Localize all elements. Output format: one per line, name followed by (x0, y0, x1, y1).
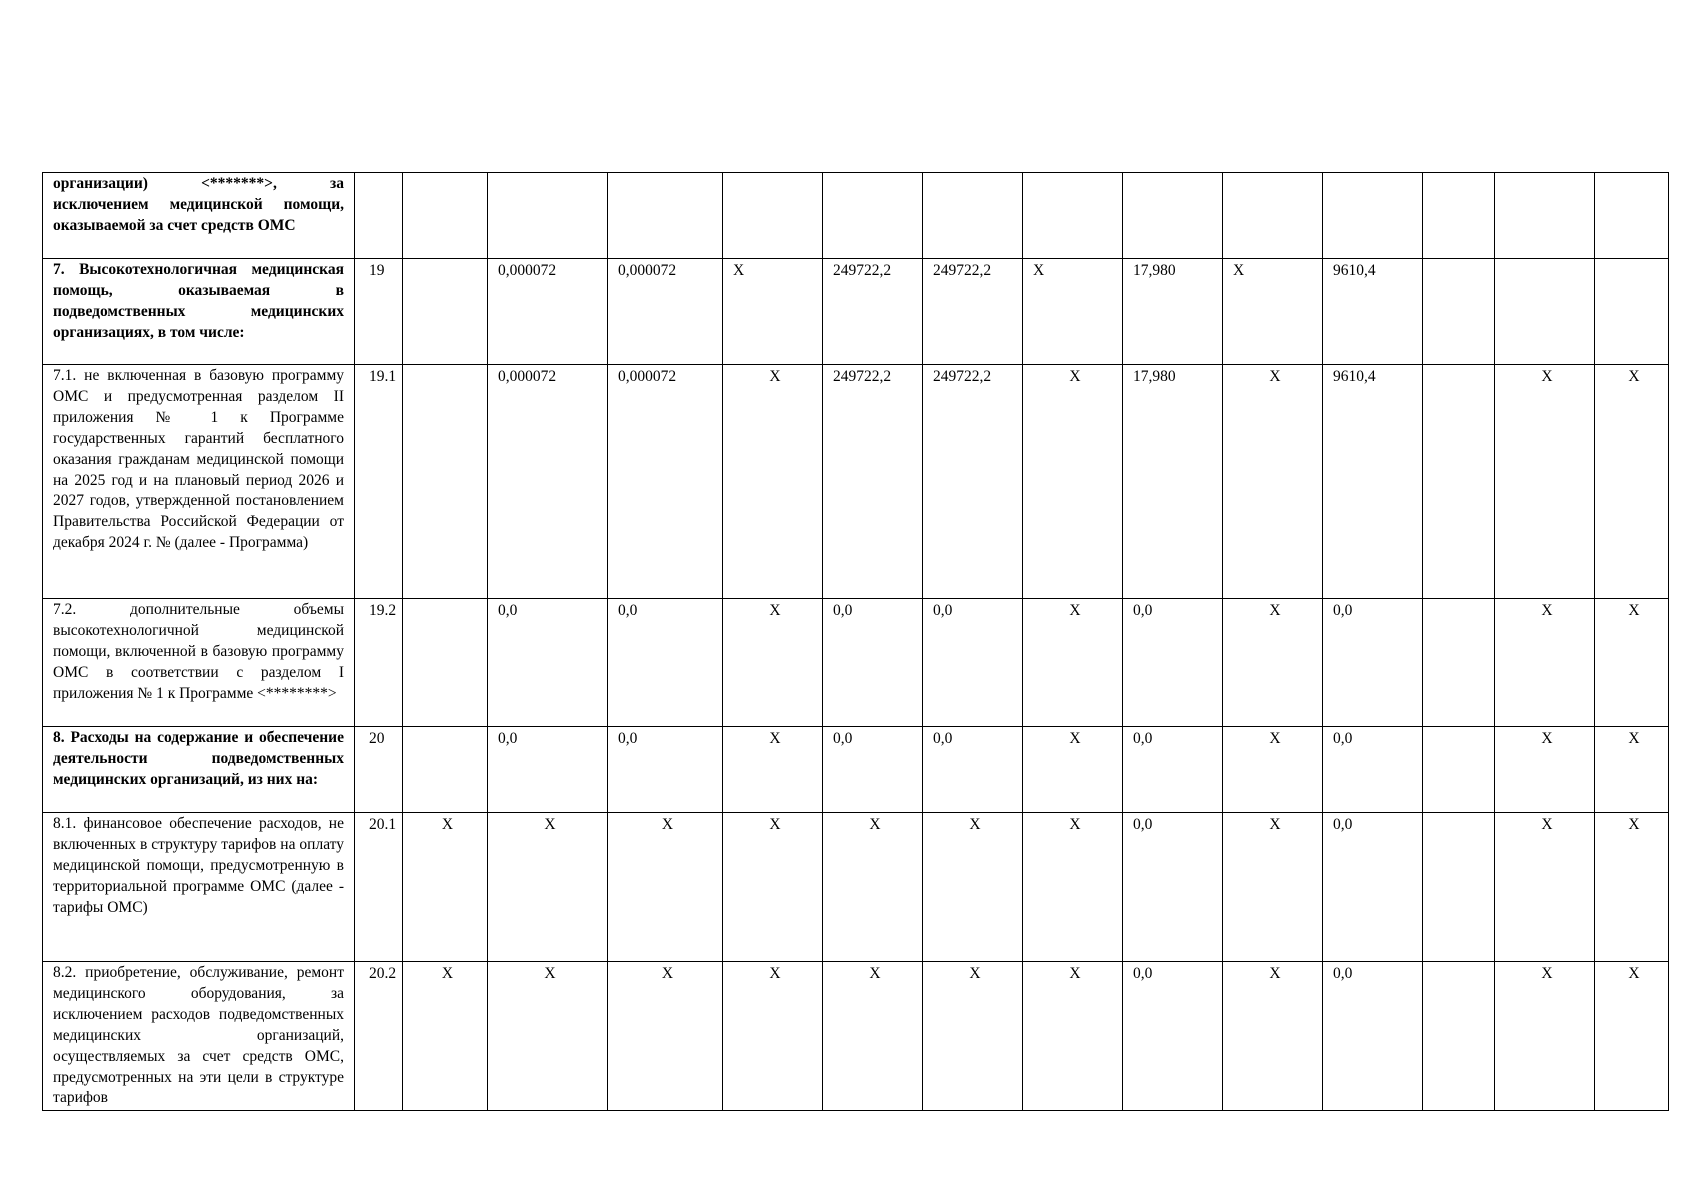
table-cell: 0,0 (923, 599, 1023, 727)
table-cell: X (608, 813, 723, 962)
row-number: 20 (355, 727, 403, 813)
table-cell: 0,000072 (608, 259, 723, 365)
table-cell: 0,0 (1123, 813, 1223, 962)
table-row (43, 727, 1669, 813)
table-cell: X (1023, 813, 1123, 962)
table-cell: X (823, 813, 923, 962)
table-cell (1423, 173, 1495, 259)
table-cell: 17,980 (1123, 365, 1223, 599)
table-cell (1023, 173, 1123, 259)
table-cell (923, 173, 1023, 259)
table-cell: 0,000072 (608, 365, 723, 599)
row-label: 8.2. приобретение, обслуживание, ремонт медицинского оборудования, за исключением расходов подведомственных медицинских организаций, осуществляемых за счет средств ОМС, предусмотренных на эти цели в структуре тарифов (43, 962, 355, 1111)
table-cell: X (608, 962, 723, 1111)
table-cell (1423, 962, 1495, 1111)
table-row (43, 599, 1669, 727)
data-table (42, 172, 1669, 1111)
table-row (43, 259, 1669, 365)
table-cell (823, 173, 923, 259)
table-row (43, 962, 1669, 1111)
table-cell: X (1223, 813, 1323, 962)
table-cell: X (1023, 962, 1123, 1111)
table-cell (608, 173, 723, 259)
table-cell: X (823, 962, 923, 1111)
table-cell: 249722,2 (923, 365, 1023, 599)
table-cell: X (723, 365, 823, 599)
table-cell (1595, 173, 1669, 259)
table-cell: X (723, 727, 823, 813)
table-cell: X (723, 813, 823, 962)
table-cell (1423, 727, 1495, 813)
table-cell: 0,0 (823, 727, 923, 813)
row-number: 19.2 (355, 599, 403, 727)
table-cell (1595, 259, 1669, 365)
table-cell: X (1023, 727, 1123, 813)
row-number: 19.1 (355, 365, 403, 599)
table-cell: X (1223, 259, 1323, 365)
table-cell: 0,0 (488, 727, 608, 813)
row-number: 20.1 (355, 813, 403, 962)
table-cell (1423, 259, 1495, 365)
table-cell (1223, 173, 1323, 259)
table-cell: X (723, 962, 823, 1111)
table-cell: 0,0 (1123, 727, 1223, 813)
table-cell: X (403, 962, 488, 1111)
table-cell (488, 173, 608, 259)
table-cell: X (1223, 962, 1323, 1111)
table-cell: 0,0 (488, 599, 608, 727)
table-cell: X (1595, 962, 1669, 1111)
table-cell: X (1023, 259, 1123, 365)
row-label: 7. Высокотехнологичная медицинская помощь, оказываемая в подведомственных медицинских организациях, в том числе: (43, 259, 355, 365)
table-cell: X (1223, 727, 1323, 813)
row-number (355, 173, 403, 259)
row-label: 8. Расходы на содержание и обеспечение деятельности подведомственных медицинских организаций, из них на: (43, 727, 355, 813)
table-cell (1495, 259, 1595, 365)
table-cell: X (1495, 727, 1595, 813)
table-cell: 9610,4 (1323, 259, 1423, 365)
table-cell: X (1595, 727, 1669, 813)
table-cell: X (488, 813, 608, 962)
table-cell: X (1495, 599, 1595, 727)
table-cell (403, 173, 488, 259)
table-cell (1323, 173, 1423, 259)
row-number: 19 (355, 259, 403, 365)
table-cell: 249722,2 (823, 259, 923, 365)
table-cell: X (1023, 365, 1123, 599)
table-cell (1495, 173, 1595, 259)
table-cell: X (1223, 365, 1323, 599)
table-cell: 0,0 (1123, 962, 1223, 1111)
row-label: 7.2. дополнительные объемы высокотехнологичной медицинской помощи, включенной в базовую программу ОМС в соответствии с разделом I приложения № 1 к Программе <********> (43, 599, 355, 727)
table-cell (1423, 599, 1495, 727)
table-cell: 0,0 (1123, 599, 1223, 727)
table-cell (1423, 365, 1495, 599)
table-cell (1123, 173, 1223, 259)
table-cell (403, 727, 488, 813)
table-cell (403, 259, 488, 365)
table-cell: X (723, 259, 823, 365)
table-cell: 17,980 (1123, 259, 1223, 365)
table-cell (403, 365, 488, 599)
row-label: 7.1. не включенная в базовую программу ОМС и предусмотренная разделом II приложения № 1 к Программе государственных гарантий бесплатного оказания гражданам медицинской помощи на 2025 год и на плановый период 2026 и 2027 годов, утвержденной постановлением Правительства Российской Федерации от декабря 2024 г. № (далее - Программа) (43, 365, 355, 599)
table-cell: 0,0 (1323, 813, 1423, 962)
table-row (43, 813, 1669, 962)
table-cell (1423, 813, 1495, 962)
table-cell: 0,0 (1323, 962, 1423, 1111)
table-cell: 0,0 (823, 599, 923, 727)
table-cell: 249722,2 (823, 365, 923, 599)
table-cell: X (1023, 599, 1123, 727)
table-cell: X (1223, 599, 1323, 727)
table-cell: X (1595, 813, 1669, 962)
table-cell: X (1495, 813, 1595, 962)
table-cell (403, 599, 488, 727)
table-cell: 0,0 (923, 727, 1023, 813)
table-cell: X (923, 962, 1023, 1111)
table-cell: X (1495, 365, 1595, 599)
table-cell: X (488, 962, 608, 1111)
table-cell: 0,0 (1323, 727, 1423, 813)
table-body (43, 173, 1669, 1111)
table-cell: X (1495, 962, 1595, 1111)
table-cell: 9610,4 (1323, 365, 1423, 599)
table-cell: X (923, 813, 1023, 962)
row-label: 8.1. финансовое обеспечение расходов, не включенных в структуру тарифов на оплату медицинской помощи, предусмотренную в территориальной программе ОМС (далее - тарифы ОМС) (43, 813, 355, 962)
table-cell (723, 173, 823, 259)
table-cell: X (723, 599, 823, 727)
table-cell: 0,0 (608, 599, 723, 727)
table-row (43, 173, 1669, 259)
table-cell: X (1595, 599, 1669, 727)
table-row (43, 365, 1669, 599)
table-cell: 0,0 (1323, 599, 1423, 727)
table-cell: X (403, 813, 488, 962)
table-cell: 0,0 (608, 727, 723, 813)
row-number: 20.2 (355, 962, 403, 1111)
table-cell: 0,000072 (488, 259, 608, 365)
table-cell: X (1595, 365, 1669, 599)
row-label: организации) <*******>, за исключением медицинской помощи, оказываемой за счет средств ОМС (43, 173, 355, 259)
table-cell: 249722,2 (923, 259, 1023, 365)
table-cell: 0,000072 (488, 365, 608, 599)
